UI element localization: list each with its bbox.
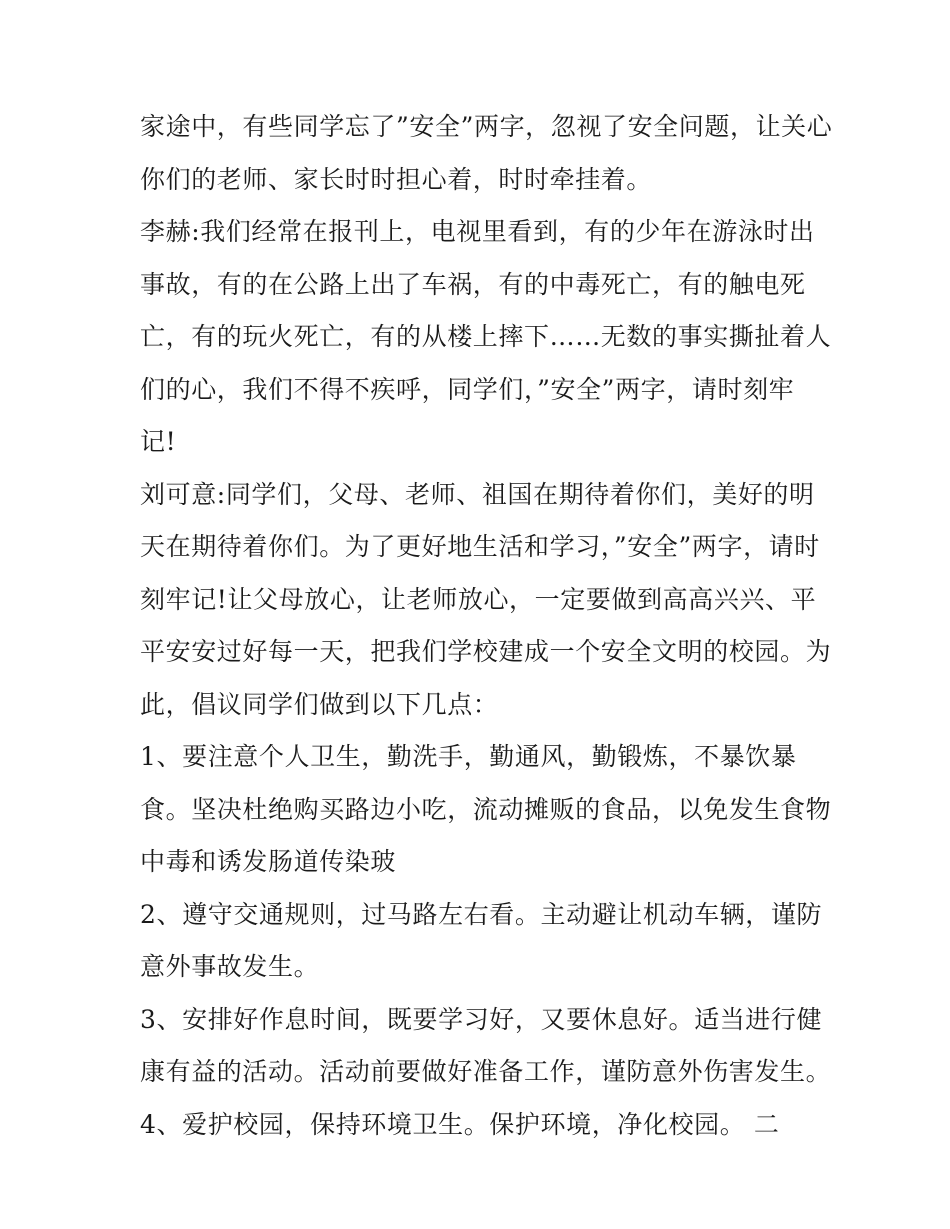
text-line: 记!: [140, 427, 177, 456]
list-item-2: 2、遵守交通规则，过马路左右看。主动避让机动车辆，谨防: [140, 899, 823, 929]
text-line: 刻牢记!让父母放心，让老师放心，一定要做到高高兴兴、平: [140, 584, 817, 614]
text-line: 意外事故发生。: [140, 952, 320, 981]
text-line: 亡，有的玩火死亡，有的从楼上摔下……无数的事实撕扯着人: [140, 322, 832, 351]
text-line: 康有益的活动。活动前要做好准备工作，谨防意外伤害发生。: [140, 1057, 832, 1086]
text-line: 事故，有的在公路上出了车祸，有的中毒死亡，有的触电死: [140, 269, 806, 299]
text-line: 们的心，我们不得不疾呼，同学们，”安全”两字，请时刻牢: [140, 374, 795, 404]
text-line: 中毒和诱发肠道传染玻: [140, 847, 397, 876]
document-body: [140, 101, 833, 1151]
text-line: 李赫:我们经常在报刊上，电视里看到，有的少年在游泳时出: [140, 217, 815, 246]
list-item-4: 4、爱护校园，保持环境卫生。保护环境，净化校园。 二: [140, 1109, 780, 1139]
text-line: 天在期待着你们。为了更好地生活和学习，”安全”两字，请时: [140, 532, 820, 561]
text-line: 家途中，有些同学忘了”安全”两字，忽视了安全问题，让关心: [140, 112, 833, 141]
text-line: 平安安过好每一天，把我们学校建成一个安全文明的校园。为: [140, 637, 832, 666]
list-item-1: 1、要注意个人卫生，勤洗手，勤通风，勤锻炼，不暴饮暴: [140, 742, 797, 771]
text-line: 刘可意:同学们，父母、老师、祖国在期待着你们，美好的明: [140, 479, 815, 509]
text-line: 食。坚决杜绝购买路边小吃，流动摊贩的食品，以免发生食物: [140, 794, 832, 824]
list-item-3: 3、安排好作息时间，既要学习好，又要休息好。适当进行健: [140, 1004, 823, 1034]
text-line: 你们的老师、家长时时担心着，时时牵挂着。: [140, 164, 653, 194]
text-line: 此，倡议同学们做到以下几点：: [140, 689, 499, 719]
